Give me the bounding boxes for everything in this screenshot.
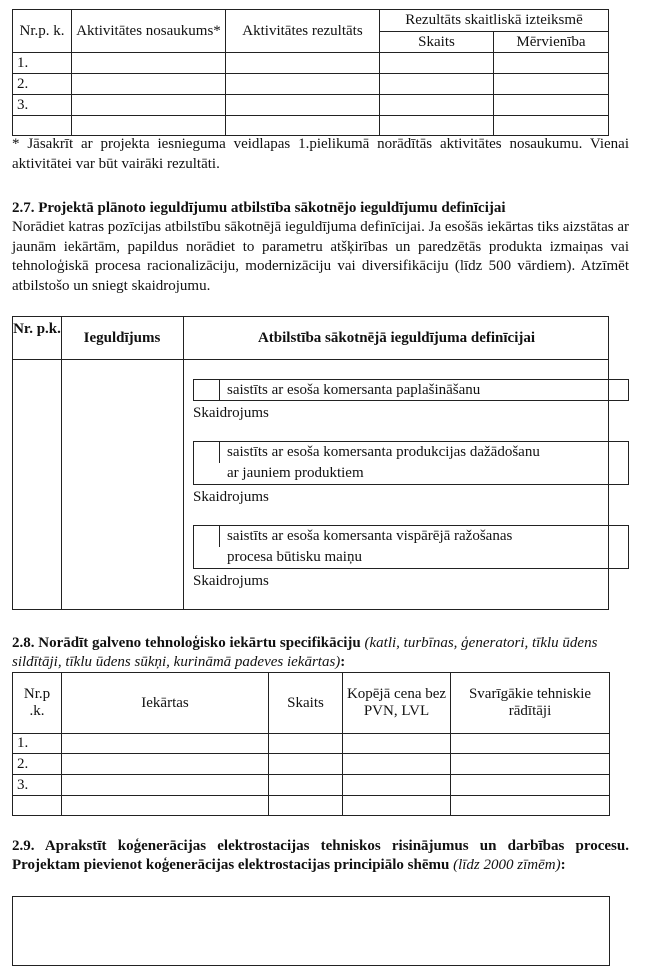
row-number: 1. [13,53,72,74]
unit-cell[interactable] [494,53,609,74]
table-row [13,754,610,775]
table-row [13,116,609,136]
col-count-header: Skaits [269,673,343,734]
option-diversification [193,441,629,485]
activity-result-cell[interactable] [226,74,380,95]
option-process-change-label-2: procesa būtisku maiņu [227,549,362,565]
price-cell[interactable] [343,734,451,754]
table-row [13,53,609,74]
activity-name-cell[interactable] [72,53,226,74]
explanation-label: Skaidrojums [193,573,269,589]
activity-name-cell[interactable] [72,74,226,95]
activities-table [12,9,609,136]
section-2-9-title-italic: (līdz 2000 zīmēm) [453,857,561,873]
explanation-label: Skaidrojums [193,489,269,505]
params-cell[interactable] [451,754,610,775]
activities-footnote: * Jāsakrīt ar projekta iesnieguma veidlapas 1.pielikumā norādītās aktivitātes nosaukumu. Vienai aktivitātei var būt vairāki rezultāti. [12,136,629,172]
equipment-cell[interactable] [62,734,269,754]
unit-cell[interactable] [494,116,609,136]
price-cell[interactable] [343,775,451,796]
params-cell[interactable] [451,775,610,796]
row-number: 1. [13,734,62,754]
col-count-header: Skaits [380,32,494,53]
col-numeric-result-header: Rezultāts skaitliskā izteiksmē [380,10,609,32]
description-textbox[interactable] [12,896,610,966]
col-nr-header: Nr.p .k. [13,673,62,734]
unit-cell[interactable] [494,74,609,95]
option-expansion-label: saistīts ar esoša komersanta paplašināšanu [227,382,481,398]
col-equipment-header: Iekārtas [62,673,269,734]
option-diversification-checkbox[interactable] [194,442,220,463]
col-activity-result-header: Aktivitātes rezultāts [226,10,380,53]
section-2-8-title-main: 2.8. Norādīt galveno tehnoloģisko iekārtu specifikāciju [12,635,361,651]
col-investment-header: Ieguldījums [83,330,161,346]
col-nr-header: Nr.p. k. [13,10,72,53]
activity-result-cell[interactable] [226,116,380,136]
count-cell[interactable] [269,775,343,796]
section-2-8-title-italic: (katli, turbīnas, ģeneratori, tīklu ūdens sildītāji, tīklu ūdens sūkņi, kurināmā padeves iekārtas) [12,635,598,670]
table-row [13,74,609,95]
activity-result-cell[interactable] [226,53,380,74]
row-number: 3. [13,95,72,116]
count-cell[interactable] [269,734,343,754]
col-price-header: Kopējā cena bez PVN, LVL [343,673,451,734]
investment-compliance-table [12,316,609,610]
activity-result-cell[interactable] [226,95,380,116]
col-activity-name-header: Aktivitātes nosaukums* [72,10,226,53]
option-expansion [193,379,629,401]
option-process-change-label: saistīts ar esoša komersanta vispārējā ražošanas [227,528,513,544]
unit-cell[interactable] [494,95,609,116]
count-cell[interactable] [380,116,494,136]
option-process-change [193,525,629,569]
section-2-9-title [12,837,629,875]
row-number [13,796,62,816]
table-row [13,796,610,816]
count-cell[interactable] [269,796,343,816]
equipment-cell[interactable] [62,775,269,796]
price-cell[interactable] [343,796,451,816]
table-row [13,95,609,116]
row-number: 2. [13,74,72,95]
table-row [13,775,610,796]
explanation-label: Skaidrojums [193,405,269,421]
row-number: 3. [13,775,62,796]
params-cell[interactable] [451,796,610,816]
section-2-8-title [12,634,629,672]
equipment-cell[interactable] [62,754,269,775]
col-unit-header: Mērvienība [494,32,609,53]
option-diversification-label-2: ar jauniem produktiem [227,465,364,481]
section-2-9-title-end: : [560,857,566,873]
equipment-table [12,672,610,816]
count-cell[interactable] [269,754,343,775]
col-compliance-header: Atbilstība sākotnējā ieguldījuma definīcijai [257,330,536,346]
activity-name-cell[interactable] [72,116,226,136]
section-2-9-title-main: 2.9. Aprakstīt koģenerācijas elektrostacijas tehniskos risinājumus un darbības procesu. Projektam pievienot koģenerācijas elektrostacijas principiālo shēmu [12,838,629,873]
option-process-change-checkbox[interactable] [194,526,220,547]
col-nr-header: Nr. p.k. [13,321,61,337]
section-2-7-title: 2.7. Projektā plānoto ieguldījumu atbilstība sākotnējo ieguldījumu definīcijai [12,200,506,216]
count-cell[interactable] [380,95,494,116]
option-diversification-label: saistīts ar esoša komersanta produkcijas dažādošanu [227,444,540,460]
equipment-cell[interactable] [62,796,269,816]
row-number: 2. [13,754,62,775]
activity-name-cell[interactable] [72,95,226,116]
section-2-8-title-end: : [340,654,346,670]
price-cell[interactable] [343,754,451,775]
params-cell[interactable] [451,734,610,754]
row-number [13,116,72,136]
table-row [13,734,610,754]
section-2-7-intro: Norādiet katras pozīcijas atbilstību sākotnējā ieguldījuma definīcijai. Ja esošās iekārtas tiks aizstātas ar jaunām iekārtām, papildus norādiet to parametru atšķirības un paredzētās produkta izmaiņas vai tehnoloģiskā procesa racionalizāciju, modernizāciju vai diversifikāciju (līdz 500 vārdiem). Atzīmēt atbilstošo un sniegt skaidrojumu. [12,219,629,294]
col-params-header: Svarīgākie tehniskie rādītāji [451,673,610,734]
option-expansion-checkbox[interactable] [194,380,220,400]
count-cell[interactable] [380,53,494,74]
count-cell[interactable] [380,74,494,95]
